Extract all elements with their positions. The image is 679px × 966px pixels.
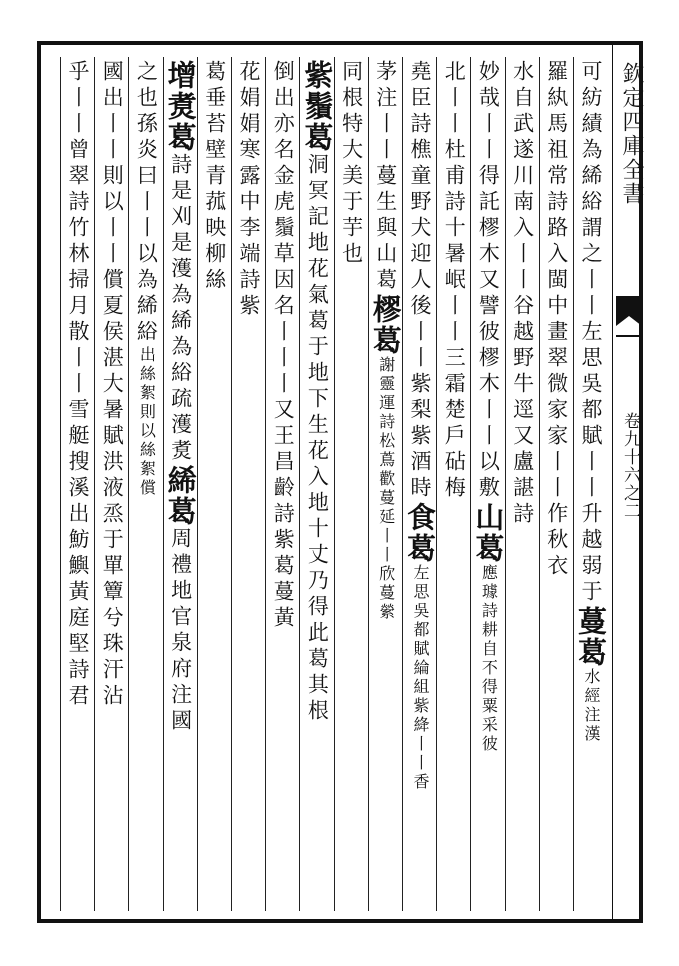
annotation: 謝靈運詩松蔦歡 [376,356,396,489]
entry-heading: 食葛 [403,502,437,564]
text-column [232,60,266,910]
body-text: 水自武遂川南入丨丨谷越野牛逕又盧諶詩 [510,60,535,528]
text-column [129,60,163,910]
entry-heading: 增煑葛 [163,60,198,153]
text-column [506,60,540,910]
annotation: 蔓延丨丨欣蔓縈 [376,489,396,622]
entry-heading: 樛葛 [368,294,403,356]
text-column [95,60,129,910]
column-rule [60,57,61,911]
body-text: 妙哉丨丨得託樛木又譬彼樛木丨丨以敷 [476,60,501,502]
body-text: 葛垂苔壁青菰映柳絲 [202,60,227,294]
body-text: 可紡績為絺綌謂之丨丨左思吳都賦丨丨升越弱于 [579,60,603,606]
annotation: 不得粟采彼 [479,659,499,754]
entry-heading: 紫鬚葛 [300,60,335,153]
text-column [403,60,437,910]
body-text: 洞冥記地花氣葛于地下生花入地十丈乃得此葛其根 [305,153,330,725]
annotation: 水經注漢 [582,668,601,744]
text-column [266,60,300,910]
body-text: 茅注丨丨蔓生與山葛 [373,60,398,294]
annotation: 出絲絮則以絲絮償 [137,346,157,498]
annotation: 組紫絳丨丨香 [411,678,430,792]
text-column [369,60,403,910]
body-text: 羅紈馬祖常詩路入閩中畫翠微家家丨丨作秋衣 [544,60,569,580]
text-column [437,60,471,910]
body-text: 倒出亦名金虎鬚草因名丨丨丨又王昌齡詩紫葛蔓黃 [271,60,296,632]
body-text: 周禮地官泉府注國 [168,527,193,735]
text-column [164,60,198,910]
body-text: 詩是刈是濩為絺為綌疏濩煑 [168,153,193,465]
entry-heading: 山葛 [471,502,506,564]
body-text: 花娟娟寒露中李端詩紫 [237,60,261,320]
text-column [471,60,505,910]
text-column [335,60,369,910]
body-text: 之也孫炎曰丨丨以為絺綌 [134,60,159,346]
entry-heading: 蔓葛 [574,606,608,668]
text-column [574,60,608,910]
text-column [540,60,574,910]
volume-label: 卷九十六之二 [620,412,640,520]
annotation: 應璩詩耕自 [479,564,499,659]
annotation: 左思吳都賦綸 [411,564,430,678]
text-column [61,60,95,910]
body-text: 國出丨丨則以丨丨償夏侯湛大暑賦洪液烝于單簟兮珠汗沾 [100,60,125,710]
entry-heading: 絺葛 [163,465,198,527]
text-column [300,60,334,910]
book-title: 欽定四庫全書 [619,62,644,206]
text-column [198,60,232,910]
body-text: 堯臣詩樵童野犬迎人後丨丨紫梨紫酒時 [408,60,432,502]
body-text: 北丨丨杜甫詩十暑岷丨丨三霜楚戶砧梅 [442,60,467,502]
fishtail-ornament [616,296,642,340]
body-text: 乎丨丨曾翠詩竹林掃月散丨丨雪艇搜溪出魴鱮黃庭堅詩君 [66,60,90,710]
body-text: 同根特大美于芋也 [339,60,364,268]
